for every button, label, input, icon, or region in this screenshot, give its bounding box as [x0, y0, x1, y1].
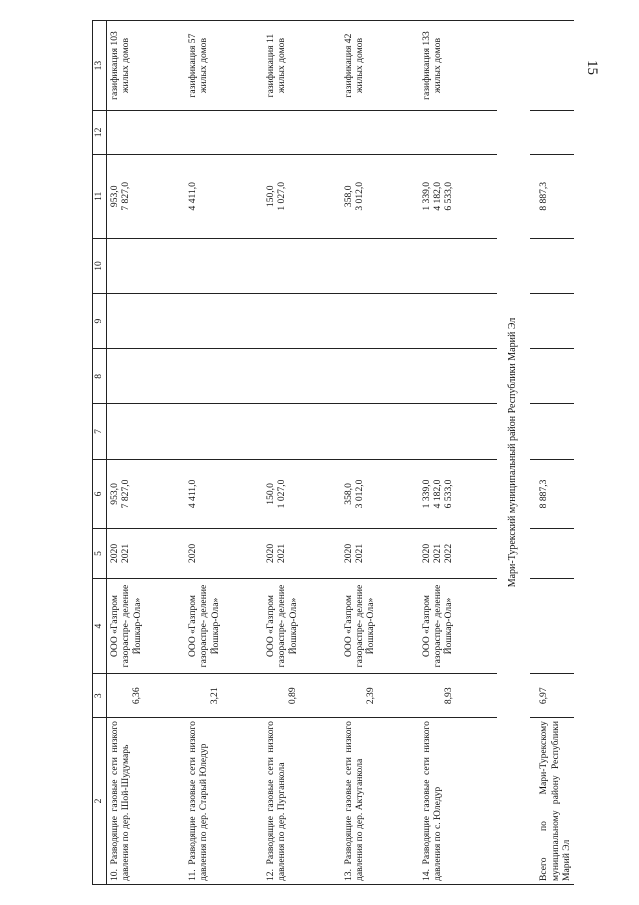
table-row [263, 21, 301, 885]
length-value: 2,39 [364, 687, 376, 705]
amount-cell [263, 154, 301, 238]
header-cell: 5 [93, 529, 107, 578]
investment-table [92, 20, 574, 885]
empty-cell [301, 111, 341, 155]
empty-cell [301, 578, 341, 674]
amount-value: 7 827,0 [120, 479, 132, 509]
header-cell: 12 [93, 111, 107, 155]
empty-cell [530, 294, 574, 349]
empty-cell [301, 294, 341, 349]
header-cell: 6 [93, 459, 107, 529]
year-value: 2022 [443, 543, 455, 564]
empty-cell [223, 111, 263, 155]
empty-cell [457, 294, 497, 349]
amount-value: 953,0 [109, 483, 120, 505]
empty-cell [530, 111, 574, 155]
empty-cell [530, 349, 574, 404]
table-row [185, 21, 223, 885]
year-value: 2020 [109, 543, 120, 564]
empty-cell [223, 21, 263, 111]
row-spacer [379, 21, 419, 885]
table-row [107, 21, 145, 885]
empty-cell [379, 349, 419, 404]
empty-cell [107, 238, 145, 293]
object-name-cell [419, 718, 457, 885]
note-text: газификация 133 жилых домов [420, 31, 444, 100]
amount-value: 4 411,0 [186, 479, 198, 509]
empty-cell [263, 404, 301, 459]
empty-cell [145, 578, 185, 674]
note-text: газификация 103 жилых домов [109, 31, 132, 100]
table-row [419, 21, 457, 885]
note-cell [341, 21, 379, 111]
empty-cell [145, 459, 185, 529]
amount-value: 358,0 [342, 483, 354, 505]
empty-cell [301, 349, 341, 404]
empty-cell [379, 21, 419, 111]
empty-cell [419, 111, 457, 155]
empty-cell [457, 21, 497, 111]
length-cell [419, 674, 457, 718]
empty-cell [457, 404, 497, 459]
empty-cell [223, 529, 263, 578]
empty-cell [419, 404, 457, 459]
empty-cell [379, 529, 419, 578]
empty-cell [457, 154, 497, 238]
empty-cell [145, 154, 185, 238]
amount-cell [419, 459, 457, 529]
empty-cell [457, 529, 497, 578]
empty-cell [145, 529, 185, 578]
empty-cell [185, 349, 223, 404]
empty-cell [457, 674, 497, 718]
object-name: 10. Разводящие газовые сети низкого давления по дер. Шой-Шудумарь [109, 721, 132, 881]
empty-cell [530, 404, 574, 459]
empty-cell [185, 238, 223, 293]
amount-cell [419, 154, 457, 238]
empty-cell [341, 238, 379, 293]
empty-cell [379, 238, 419, 293]
header-cell: 3 [93, 674, 107, 718]
empty-cell [223, 404, 263, 459]
amount-cell [185, 459, 223, 529]
empty-cell [457, 349, 497, 404]
amount-cell [341, 154, 379, 238]
year-value: 2020 [420, 543, 432, 564]
object-name-cell [185, 718, 223, 885]
year-cell [107, 529, 145, 578]
empty-cell [379, 404, 419, 459]
year-cell [419, 529, 457, 578]
empty-cell [301, 459, 341, 529]
year-value: 2021 [276, 543, 288, 564]
header-cell: 11 [93, 154, 107, 238]
empty-cell [379, 111, 419, 155]
amount-value: 6 533,0 [443, 181, 455, 211]
total-amount: 8 887,3 [538, 479, 550, 509]
year-value: 2021 [432, 543, 444, 564]
object-name: 12. Разводящие газовые сети низкого давления по дер. Пурганкола [264, 721, 288, 881]
object-name-cell [341, 718, 379, 885]
empty-cell [379, 154, 419, 238]
empty-cell [301, 404, 341, 459]
section-row [497, 21, 531, 885]
empty-cell [263, 111, 301, 155]
note-cell [263, 21, 301, 111]
amount-value: 3 012,0 [354, 479, 366, 509]
note-text: газификация 11 жилых домов [264, 33, 288, 98]
empty-cell [341, 294, 379, 349]
organization-name: ООО «Газпром газораспре- деление Йошкар-Ола» [342, 584, 377, 668]
table-row [341, 21, 379, 885]
organization-cell [107, 578, 145, 674]
empty-cell [341, 111, 379, 155]
row-spacer [301, 21, 341, 885]
amount-value: 953,0 [109, 185, 120, 208]
header-cell: 2 [93, 718, 107, 885]
empty-cell [263, 294, 301, 349]
note-cell [419, 21, 457, 111]
amount-cell [185, 154, 223, 238]
empty-cell [107, 111, 145, 155]
empty-cell [185, 294, 223, 349]
empty-cell [145, 238, 185, 293]
total-amount-cell [530, 459, 574, 529]
empty-cell [185, 404, 223, 459]
amount-cell [107, 154, 145, 238]
length-cell [185, 674, 223, 718]
length-value: 6,36 [131, 687, 142, 705]
empty-cell [457, 111, 497, 155]
amount-value: 150,0 [264, 483, 276, 505]
year-cell [263, 529, 301, 578]
length-value: 3,21 [208, 687, 220, 705]
empty-cell [145, 111, 185, 155]
year-cell [185, 529, 223, 578]
empty-cell [379, 578, 419, 674]
section-title: Мари-Турекский муниципальный район Республики Марий Эл [506, 317, 518, 588]
organization-name: ООО «Газпром газораспре- деление Йошкар-Ола» [420, 584, 455, 668]
empty-cell [341, 404, 379, 459]
empty-cell [457, 578, 497, 674]
empty-cell [223, 154, 263, 238]
empty-cell [419, 349, 457, 404]
object-name: 13. Разводящие газовые сети низкого давления по дер. Актуганкола [342, 721, 366, 881]
length-cell [341, 674, 379, 718]
empty-cell [107, 349, 145, 404]
empty-cell [379, 459, 419, 529]
empty-cell [145, 294, 185, 349]
year-value: 2021 [354, 543, 366, 564]
length-value: 0,89 [286, 687, 298, 705]
empty-cell [145, 674, 185, 718]
amount-value: 1 339,0 [420, 479, 432, 509]
organization-cell [341, 578, 379, 674]
amount-value: 4 411,0 [186, 182, 198, 211]
total-amount: 8 887,3 [538, 181, 550, 211]
total-name: Всего по Мари-Турекскому муниципальному району Республики Марий Эл [538, 721, 573, 881]
total-name-cell [530, 718, 574, 885]
length-value: 8,93 [442, 687, 454, 705]
object-name: 14. Разводящие газовые сети низкого давления по с. Юледур [420, 721, 444, 881]
amount-cell [341, 459, 379, 529]
total-amount-cell [530, 154, 574, 238]
empty-cell [530, 238, 574, 293]
organization-name: ООО «Газпром газораспре- деление Йошкар-Ола» [264, 584, 299, 668]
object-name: 11. Разводящие газовые сети низкого давления по дер. Старый Юледур [186, 721, 210, 881]
page-number: 15 [584, 60, 600, 75]
empty-cell [379, 718, 419, 885]
length-cell [107, 674, 145, 718]
organization-name: ООО «Газпром газораспре- деление Йошкар-Ола» [109, 584, 143, 668]
row-spacer [223, 21, 263, 885]
empty-cell [223, 294, 263, 349]
empty-cell [145, 21, 185, 111]
header-cell: 9 [93, 294, 107, 349]
empty-cell [223, 349, 263, 404]
empty-cell [185, 111, 223, 155]
amount-value: 7 827,0 [120, 181, 132, 211]
empty-cell [379, 674, 419, 718]
empty-cell [457, 459, 497, 529]
amount-value: 358,0 [342, 185, 354, 208]
total-length-cell [530, 674, 574, 718]
empty-cell [301, 21, 341, 111]
empty-cell [379, 294, 419, 349]
empty-cell [530, 578, 574, 674]
amount-cell [263, 459, 301, 529]
organization-cell [185, 578, 223, 674]
empty-cell [457, 238, 497, 293]
organization-name: ООО «Газпром газораспре- деление Йошкар-Ола» [186, 584, 221, 668]
year-value: 2020 [186, 543, 198, 564]
year-value: 2021 [120, 543, 132, 564]
empty-cell [145, 404, 185, 459]
empty-cell [457, 718, 497, 885]
header-cell: 7 [93, 404, 107, 459]
row-spacer [457, 21, 497, 885]
empty-cell [223, 578, 263, 674]
empty-cell [419, 238, 457, 293]
empty-cell [419, 294, 457, 349]
empty-cell [223, 718, 263, 885]
length-cell [263, 674, 301, 718]
amount-value: 1 339,0 [420, 181, 432, 211]
empty-cell [263, 349, 301, 404]
empty-cell [107, 294, 145, 349]
empty-cell [145, 718, 185, 885]
table-body [107, 21, 575, 885]
amount-value: 1 027,0 [276, 181, 288, 211]
note-text: газификация 42 жилых домов [342, 33, 366, 98]
amount-value: 150,0 [264, 185, 276, 208]
empty-cell [341, 349, 379, 404]
empty-cell [223, 238, 263, 293]
section-title-cell [497, 21, 531, 885]
year-value: 2020 [342, 543, 354, 564]
amount-value: 4 182,0 [432, 479, 444, 509]
empty-cell [301, 674, 341, 718]
empty-cell [301, 718, 341, 885]
note-cell [185, 21, 223, 111]
empty-cell [223, 459, 263, 529]
empty-cell [145, 349, 185, 404]
header-cell: 8 [93, 349, 107, 404]
rotated-table-page [92, 20, 629, 885]
amount-value: 1 027,0 [276, 479, 288, 509]
empty-cell [530, 529, 574, 578]
header-row [93, 21, 107, 885]
empty-cell [301, 238, 341, 293]
year-cell [341, 529, 379, 578]
note-text: газификация 57 жилых домов [186, 33, 210, 98]
object-name-cell [107, 718, 145, 885]
empty-cell [263, 238, 301, 293]
row-spacer [145, 21, 185, 885]
empty-cell [107, 404, 145, 459]
organization-cell [419, 578, 457, 674]
year-value: 2020 [264, 543, 276, 564]
amount-cell [107, 459, 145, 529]
total-length: 6,97 [538, 687, 550, 705]
empty-cell [530, 21, 574, 111]
amount-value: 3 012,0 [354, 181, 366, 211]
total-row [530, 21, 574, 885]
header-cell: 4 [93, 578, 107, 674]
empty-cell [223, 674, 263, 718]
object-name-cell [263, 718, 301, 885]
organization-cell [263, 578, 301, 674]
empty-cell [301, 529, 341, 578]
amount-value: 6 533,0 [443, 479, 455, 509]
empty-cell [301, 154, 341, 238]
header-cell: 10 [93, 238, 107, 293]
note-cell [107, 21, 145, 111]
header-cell: 13 [93, 21, 107, 111]
amount-value: 4 182,0 [432, 181, 444, 211]
